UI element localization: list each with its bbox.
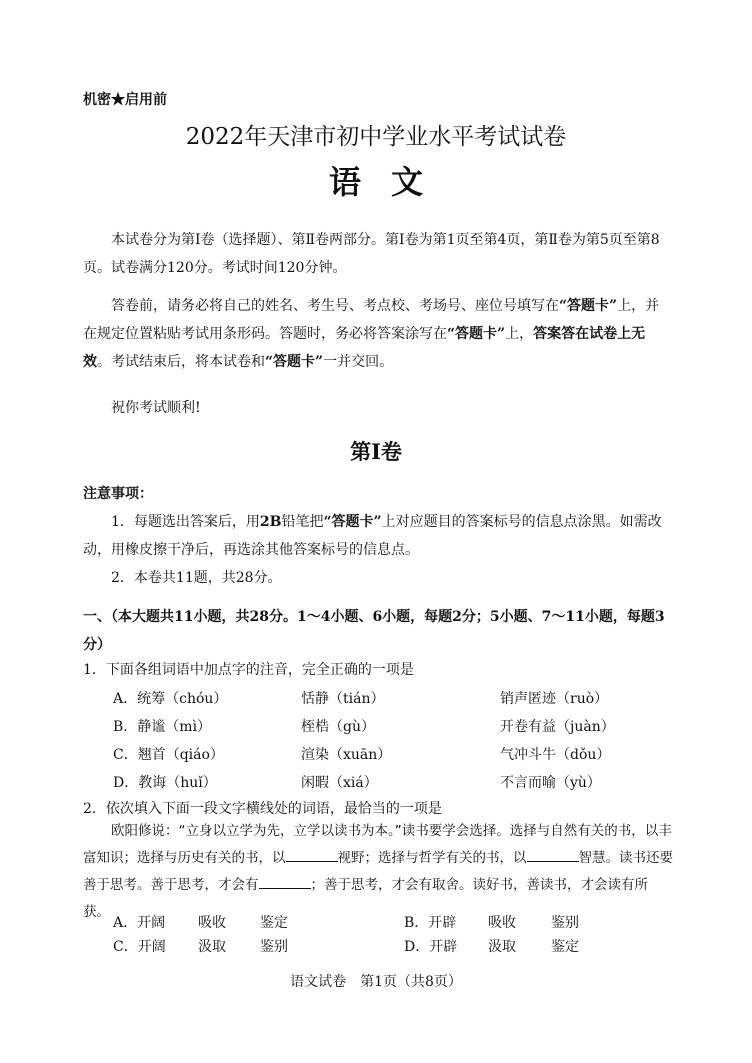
q1-option-d-word-3: 不言而喻（yù）: [500, 775, 601, 791]
note-1-text-a: 1．每题选出答案后，用: [111, 514, 260, 530]
q1-option-a-word-3: 销声匿迹（ruò）: [500, 691, 609, 707]
q2-option-c-word-2: 汲取: [198, 939, 226, 955]
passage-text-1: 欧阳修说：“立身以立学为先，立学以读书为本。”读书要学会选择。选择与自然有关的书，以丰富知识；选择与历史有关的书，以: [83, 823, 672, 866]
q1-option-a-word-1: A．统筹（chóu）: [113, 691, 228, 707]
confidential-mark: 机密★启用前: [83, 92, 167, 108]
intro-p2-text-i: 一并交回。: [323, 354, 394, 370]
page-footer: 语文试卷 第1页（共8页）: [290, 974, 462, 990]
question-2-passage: [83, 818, 673, 926]
intro-p2-text-c: 上，并在规定位置粘贴考试用条形码。答题时，务必将答案涂写在: [83, 298, 660, 342]
passage-text-2: 视野；选择与哲学有关的书，以: [337, 850, 527, 866]
answer-card-term: “答题卡”: [447, 326, 506, 342]
q2-option-b-word-3: 鉴别: [551, 915, 579, 931]
fill-blank-2: [527, 847, 579, 862]
q2-option-d-word-1: D．开辟: [404, 939, 458, 955]
q2-option-d-word-2: 汲取: [488, 939, 516, 955]
q2-option-a-word-3: 鉴定: [260, 915, 288, 931]
q2-option-a-word-1: A．开阔: [113, 915, 166, 931]
answer-card-term: “答题卡”: [323, 514, 382, 530]
q1-option-a-word-2: 恬静（tián）: [301, 691, 385, 707]
q2-option-a-word-2: 吸收: [198, 915, 226, 931]
q2-option-b-word-1: B．开辟: [404, 915, 457, 931]
answer-card-term: “答题卡”: [265, 354, 324, 370]
passage-text-3: 智慧。读书还要善于思考。善于思考，才会有: [83, 850, 673, 893]
q1-option-c-word-2: 渲染（xuān）: [301, 747, 392, 763]
section-title: 第Ⅰ卷: [350, 439, 402, 464]
fill-blank-3: [259, 874, 311, 889]
q1-option-b-word-3: 开卷有益（juàn）: [500, 719, 615, 735]
q2-option-b-word-2: 吸收: [488, 915, 516, 931]
question-1-stem: 1．下面各组词语中加点字的注音，完全正确的一项是: [83, 662, 414, 678]
intro-paragraph-1: 本试卷分为第Ⅰ卷（选择题）、第Ⅱ卷两部分。第Ⅰ卷为第1页至第4页，第Ⅱ卷为第5页至第8页。试卷满分120分。考试时间120分钟。: [83, 232, 660, 276]
note-1: [83, 508, 673, 564]
fill-blank-1: [286, 847, 338, 862]
subject-title: 语文: [328, 163, 453, 201]
intro-paragraph-2: [83, 292, 673, 376]
q1-option-c-word-3: 气冲斗牛（dǒu）: [500, 747, 611, 763]
q1-option-d-word-1: D．教诲（huǐ）: [113, 775, 217, 791]
note-2: 2．本卷共11题，共28分。: [111, 570, 282, 586]
answer-card-term: “答题卡”: [559, 298, 618, 314]
passage-text-4: ；善于思考，才会有取舍。读好书，善读书，才会读有所获。: [83, 877, 648, 920]
q2-option-c-word-1: C．开阔: [113, 939, 166, 955]
q1-option-c-word-1: C．翘首（qiáo）: [113, 747, 224, 763]
q1-option-d-word-2: 闲暇（xiá）: [301, 775, 378, 791]
intro-p2-text-e: 上，: [505, 326, 534, 342]
q1-option-b-word-1: B．静谧（mì）: [113, 719, 212, 735]
q1-option-b-word-2: 桎梏（gù）: [301, 719, 375, 735]
intro-p2-text-a: 答卷前，请务必将自己的姓名、考生号、考点校、考场号、座位号填写在: [111, 298, 559, 314]
part-1-heading: 一、（本大题共11小题，共28分。1～4小题、6小题，每题2分；5小题、7～11小题，每题3分）: [83, 609, 665, 653]
notes-heading: 注意事项：: [83, 486, 153, 502]
invalid-answer-warning: 答案答在试卷上无效: [83, 326, 646, 370]
q2-option-d-word-3: 鉴定: [551, 939, 579, 955]
exam-title: 2022年天津市初中学业水平考试试卷: [185, 124, 567, 150]
good-luck-text: 祝你考试顺利!: [111, 400, 201, 416]
note-1-text-e: 上对应题目的答案标号的信息点涂黑。如需改动，用橡皮擦干净后，再选涂其他答案标号的信息点。: [83, 514, 662, 558]
question-2-stem: 2．依次填入下面一段文字横线处的词语，最恰当的一项是: [83, 801, 442, 817]
intro-p2-text-g: 。考试结束后，将本试卷和: [97, 354, 265, 370]
pencil-type: 2B: [259, 514, 282, 530]
q2-option-c-word-3: 鉴别: [260, 939, 288, 955]
note-1-text-c: 铅笔把: [281, 514, 324, 530]
